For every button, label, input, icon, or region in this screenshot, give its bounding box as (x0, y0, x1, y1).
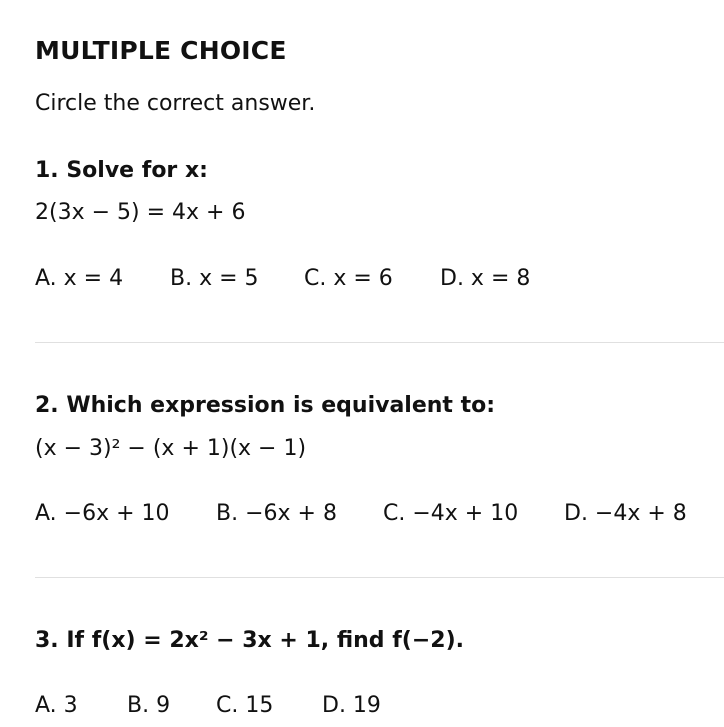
question-divider (35, 342, 724, 343)
question-1-expression: 2(3x − 5) = 4x + 6 (35, 200, 246, 225)
question-divider (35, 577, 724, 578)
question-2-expression: (x − 3)² − (x + 1)(x − 1) (35, 436, 307, 461)
question-3-option-c[interactable]: C. 15 (216, 693, 274, 718)
page-title: MULTIPLE CHOICE (35, 36, 287, 65)
question-2-title: 2. Which expression is equivalent to: (35, 393, 496, 418)
question-3-title: 3. If f(x) = 2x² − 3x + 1, find f(−2). (35, 628, 464, 653)
question-3-option-d[interactable]: D. 19 (322, 693, 381, 718)
instructions-text: Circle the correct answer. (35, 91, 316, 116)
question-1-option-b[interactable]: B. x = 5 (170, 266, 259, 291)
question-3-option-b[interactable]: B. 9 (127, 693, 171, 718)
question-1-option-a[interactable]: A. x = 4 (35, 266, 124, 291)
question-1-title: 1. Solve for x: (35, 158, 208, 183)
question-2-option-c[interactable]: C. −4x + 10 (383, 501, 519, 526)
question-2-option-b[interactable]: B. −6x + 8 (216, 501, 337, 526)
question-1-option-d[interactable]: D. x = 8 (440, 266, 531, 291)
question-2-option-a[interactable]: A. −6x + 10 (35, 501, 170, 526)
question-3-option-a[interactable]: A. 3 (35, 693, 78, 718)
question-1-option-c[interactable]: C. x = 6 (304, 266, 393, 291)
question-2-option-d[interactable]: D. −4x + 8 (564, 501, 687, 526)
